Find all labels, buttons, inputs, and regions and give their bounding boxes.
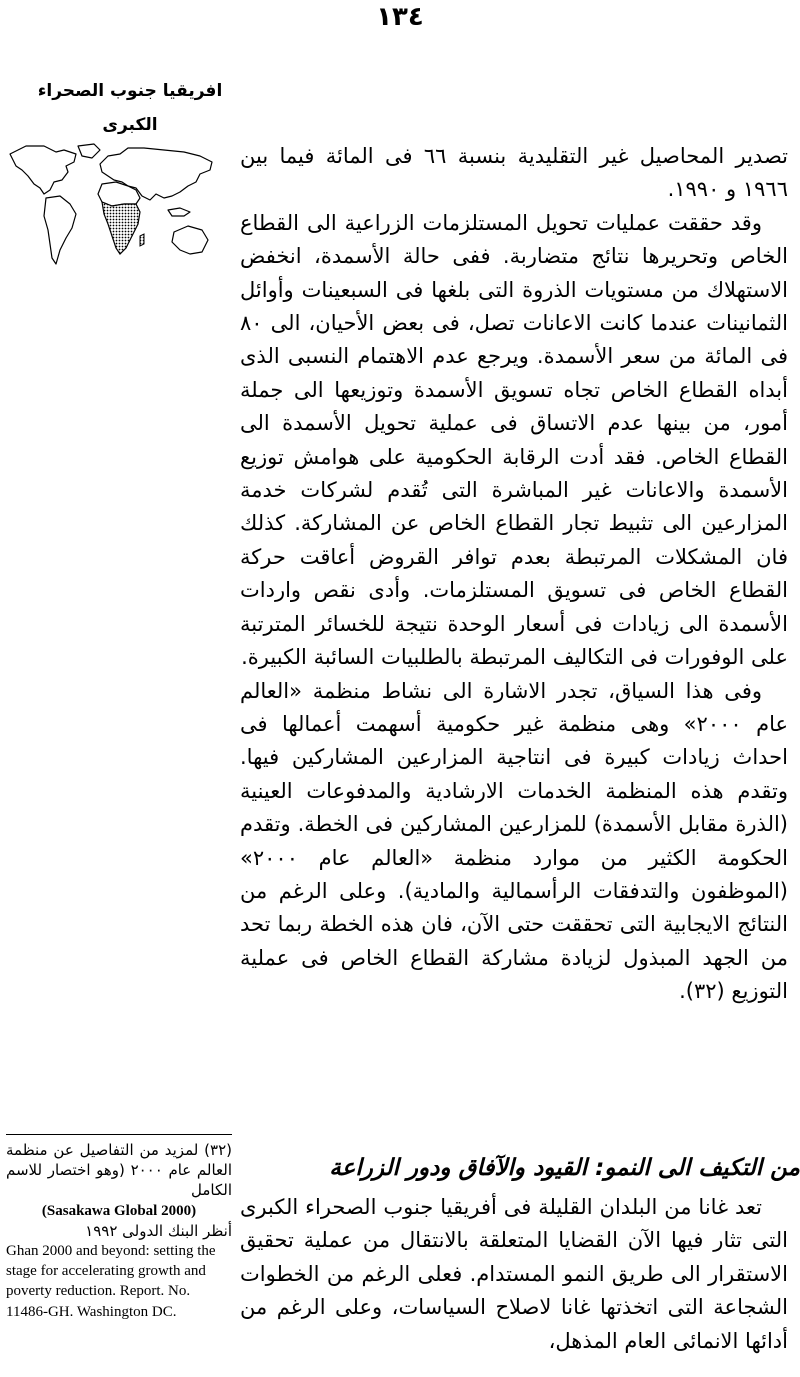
sub-saharan-africa-shape [102, 202, 140, 254]
sidebar-title-line-1: افريقيا جنوب الصحراء [37, 81, 223, 101]
madagascar-shape [140, 234, 144, 246]
footnote-english-org: (Sasakawa Global 2000) [41, 1202, 197, 1219]
sidebar-region-title [30, 74, 230, 142]
footnote-divider [6, 1134, 232, 1135]
main-article-text [240, 140, 788, 1009]
footnote-english-reference: Ghan 2000 and beyond: setting the stage for accelerating growth and poverty reduction. Report. No. 11486-GH. Washington DC. [6, 1243, 216, 1320]
section-heading: من التكيف الى النمو: القيود والآفاق ودور الزراعة [329, 1155, 800, 1181]
section-body-text [240, 1191, 788, 1358]
world-map-icon [4, 140, 222, 272]
footnote-32 [6, 1140, 232, 1322]
islands-shape [168, 208, 190, 216]
page-number: ١٣٤ [376, 2, 424, 32]
footnote-arabic-text: (٣٢) لمزيد من التفاصيل عن منظمة العالم عام ٢٠٠٠ (وهو اختصار للاسم الكامل [6, 1141, 232, 1200]
sidebar-title-line-2: الكبرى [102, 115, 158, 135]
paragraph-1: تصدير المحاصيل غير التقليدية بنسبة ٦٦ فى المائة فيما بين ١٩٦٦ و ١٩٩٠. [240, 144, 789, 202]
paragraph-3: وفى هذا السياق، تجدر الاشارة الى نشاط منظمة «العالم عام ٢٠٠٠» وهى منظمة غير حكومية أسهمت أعمالها فى احداث زيادات كبيرة فى انتاجية المزارعين المشاركين فيها. وتقدم هذه المنظمة الخدمات الارشادية والمدفوعات العينية (الذرة مقابل الأسمدة) للمزارعين المشاركين فى الخطة. وتقدم الحكومة الكثير من موارد منظمة «العالم عام ٢٠٠٠» (الموظفون والتدفقات الرأسمالية والمادية). وعلى الرغم من النتائج الايجابية التى تحققت حتى الآن، فان هذه الخطة ربما تحد من الجهد المبذول لزيادة مشاركة القطاع الخاص فى عملية التوزيع (٣٢). [240, 678, 789, 1004]
south-america-shape [44, 196, 76, 264]
footnote-arabic-reference: أنظر البنك الدولى ١٩٩٢ [85, 1221, 232, 1240]
north-america-shape [10, 146, 76, 194]
greenland-shape [78, 144, 100, 158]
australia-shape [172, 226, 208, 254]
section-paragraph: تعد غانا من البلدان القليلة فى أفريقيا جنوب الصحراء الكبرى التى تثار فيها الآن القضايا المتعلقة بالانتقال من عملية تحقيق الاستقرار الى طريق النمو المستدام. فعلى الرغم من الخطوات الشجاعة التى اتخذتها غانا لاصلاح السياسات، وعلى الرغم من أدائها الانمائى العام المذهل، [240, 1195, 788, 1353]
paragraph-2: وقد حققت عمليات تحويل المستلزمات الزراعية الى القطاع الخاص وتحريرها نتائج متضاربة. ففى حالة الأسمدة، انخفض الاستهلاك من مستويات الذروة التى بلغها فى السبعينات وأوائل الثمانينات عندما كانت الاعانات تصل، فى بعض الأحيان، الى ٨٠ فى المائة من سعر الأسمدة. ويرجع عدم الاهتمام النسبى الذى أبداه القطاع الخاص تجاه تسويق الأسمدة وتوزيعها الى جملة أمور، من بينها عدم الاتساق فى عملية تحويل الأسمدة الى القطاع الخاص. فقد أدت الرقابة الحكومية على هوامش توزيع الأسمدة والاعانات غير المباشرة التى تُقدم لشركات خدمة المزارعين الى تثبيط تجار القطاع الخاص عن المشاركة. كذلك فان المشكلات المرتبطة بعدم توافر القروض أعاقت حركة القطاع الخاص فى تسويق المستلزمات. وأدى نقص واردات الأسمدة الى زيادات فى أسعار الوحدة نتيجة للخسائر المترتبة على الوفورات فى التكاليف المرتبطة بالطلبيات السائبة الكبيرة. [240, 210, 788, 670]
